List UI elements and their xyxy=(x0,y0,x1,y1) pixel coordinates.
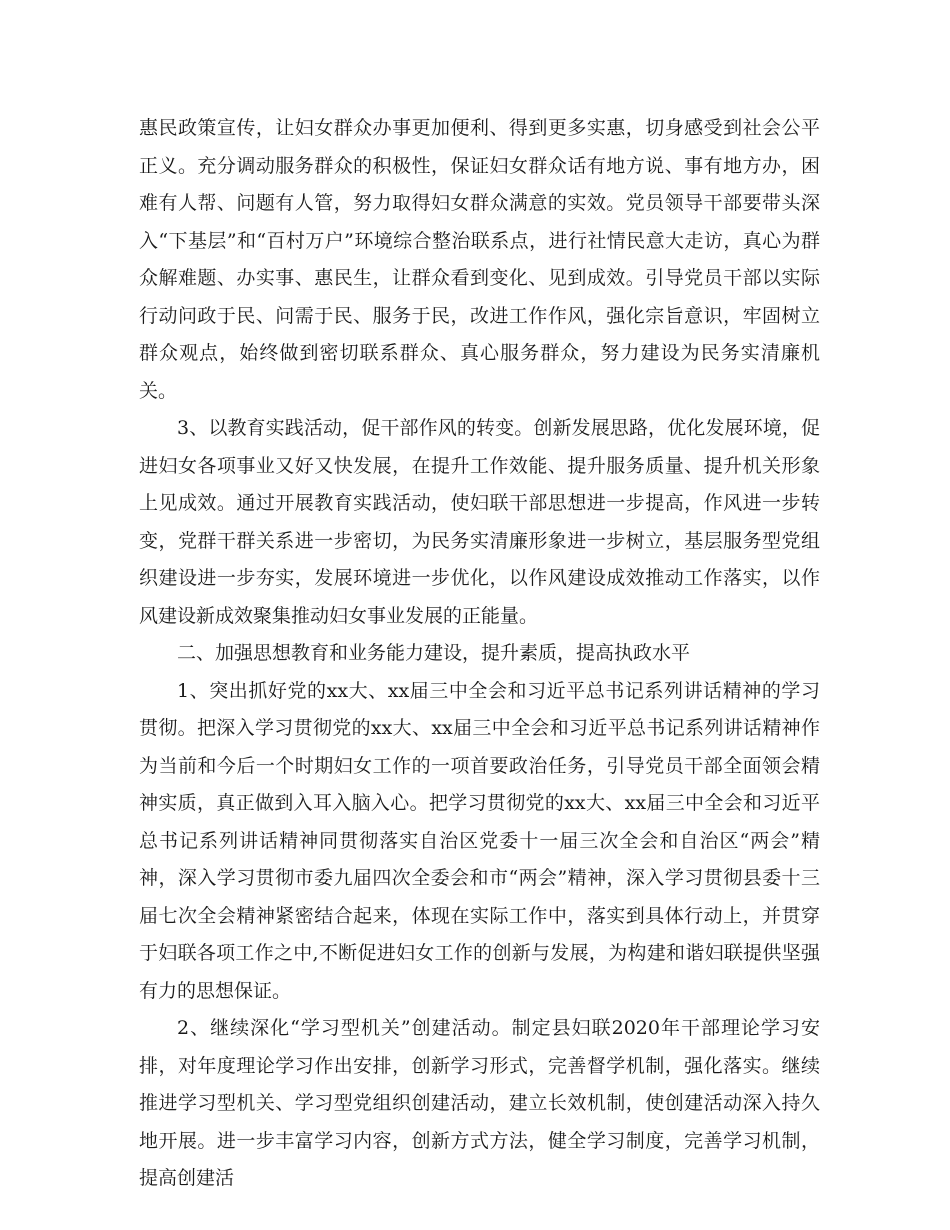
paragraph-1: 惠民政策宣传，让妇女群众办事更加便利、得到更多实惠，切身感受到社会公平正义。充分调动服务群众的积极性，保证妇女群众话有地方说、事有地方办，困难有人帮、问题有人管，努力取得妇女群众满意的实效。党员领导干部要带头深入“下基层”和“百村万户”环境综合整治联系点，进行社情民意大走访，真心为群众解难题、办实事、惠民生，让群众看到变化、见到成效。引导党员干部以实际行动问政于民、问需于民、服务于民，改进工作作风，强化宗旨意识，牢固树立群众观点，始终做到密切联系群众、真心服务群众，努力建设为民务实清廉机关。 xyxy=(139,117,820,402)
paragraph-4: 2、继续深化“学习型机关”创建活动。制定县妇联2020年干部理论学习安排，对年度理论学习作出安排，创新学习形式，完善督学机制，强化落实。继续推进学习型机关、学习型党组织创建活动，建立长效机制，使创建活动深入持久地开展。进一步丰富学习内容，创新方式方法，健全学习制度，完善学习机制，提高创建活 xyxy=(139,1017,820,1189)
section-heading: 二、加强思想教育和业务能力建设，提升素质，提高执政水平 xyxy=(177,642,691,664)
document-body xyxy=(139,110,820,1198)
paragraph-2: 3、以教育实践活动，促干部作风的转变。创新发展思路，优化发展环境，促进妇女各项事业又好又快发展，在提升工作效能、提升服务质量、提升机关形象上见成效。通过开展教育实践活动，使妇联干部思想进一步提高，作风进一步转变，党群干群关系进一步密切，为民务实清廉形象进一步树立，基层服务型党组织建设进一步夯实，发展环境进一步优化，以作风建设成效推动工作落实，以作风建设新成效聚集推动妇女事业发展的正能量。 xyxy=(139,417,820,627)
paragraph-3: 1、突出抓好党的xx大、xx届三中全会和习近平总书记系列讲话精神的学习贯彻。把深入学习贯彻党的xx大、xx届三中全会和习近平总书记系列讲话精神作为当前和今后一个时期妇女工作的一项首要政治任务，引导党员干部全面领会精神实质，真正做到入耳入脑入心。把学习贯彻党的xx大、xx届三中全会和习近平总书记系列讲话精神同贯彻落实自治区党委十一届三次全会和自治区“两会”精神，深入学习贯彻市委九届四次全委会和市“两会”精神，深入学习贯彻县委十三届七次全会精神紧密结合起来，体现在实际工作中，落实到具体行动上，并贯穿于妇联各项工作之中,不断促进妇女工作的创新与发展，为构建和谐妇联提供坚强有力的思想保证。 xyxy=(139,679,820,1002)
